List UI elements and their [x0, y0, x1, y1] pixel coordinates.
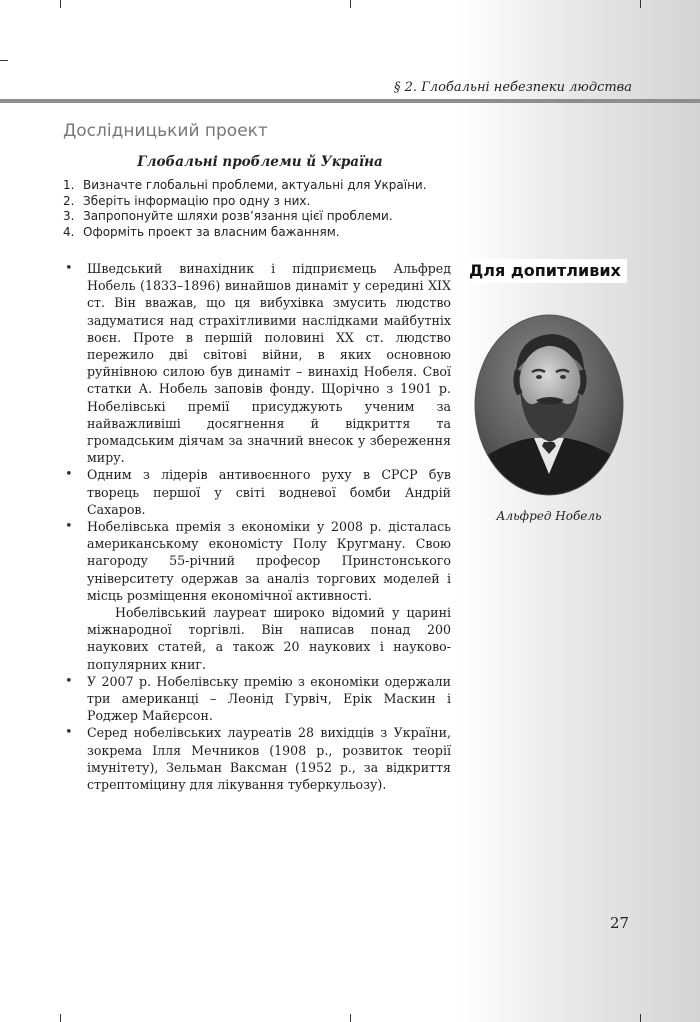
task-item: 3. Запропонуйте шляхи розв’язання цієї проблеми. — [63, 209, 393, 223]
portrait-photo — [474, 314, 624, 496]
crop-mark — [350, 1014, 351, 1022]
fact-item: • Нобелівська премія з економіки у 2008 р. дісталась американському економісту Полу Кругману. Свою нагороду 55-річний професор Принстонського університету одержав за аналіз торгових моделей і місць розміщення економічної активності. Нобелівський лауреат широко відомий у царині міжнародної торгівлі. Він написав понад 200 наукових статей, а також 20 наукових і науково-популярних книг. — [63, 518, 451, 673]
fact-item: • У 2007 р. Нобелівську премію з економіки одержали три американці – Леонід Гурвіч, Ерік Маскин і Роджер Майєрсон. — [63, 673, 451, 725]
facts-list — [63, 260, 451, 793]
section-title: Дослідницький проект — [63, 121, 268, 141]
crop-mark — [60, 0, 61, 8]
crop-mark — [640, 0, 641, 8]
krugman-paragraph: Нобелівський лауреат широко відомий у царині міжнародної торгівлі. Він написав понад 200 наукових статей, а також 20 наукових і науково-популярних книг. — [87, 605, 451, 672]
crop-mark — [640, 1014, 641, 1022]
crop-mark — [0, 60, 8, 61]
task-item: 4. Оформіть проект за власним бажанням. — [63, 224, 340, 239]
crop-mark — [60, 1014, 61, 1022]
crop-mark — [350, 0, 351, 8]
header-rule — [0, 99, 700, 103]
aside-title: Для допитливих — [464, 259, 627, 283]
portrait-caption: Альфред Нобель — [496, 509, 602, 523]
project-title: Глобальні проблеми й Україна — [137, 154, 383, 170]
fact-item: • Шведський винахідник і підприємець Альфред Нобель (1833–1896) винайшов динаміт у середині XIX ст. Він вважав, що ця вибухівка змусить людство задуматися над страхітливими наслідками майбутніх воєн. Проте в першій половині XX ст. людство пережило дві світові війни, в яких основною руйнівною силою був динаміт – винахід Нобеля. Свої статки А. Нобель заповів фонду. Щорічно з 1901 р. Нобелівські премії присуджують ученим за найважливіші досягнення й відкриття та громадським діячам за значний внесок у збереження миру. — [63, 260, 451, 466]
task-list — [63, 178, 427, 240]
page-number: 27 — [610, 914, 630, 932]
fact-item: • Одним з лідерів антивоєнного руху в СРСР був творець першої у світі водневої бомби Андрій Сахаров. — [63, 466, 451, 518]
task-item: 1. Визначте глобальні проблеми, актуальні для України. — [63, 178, 427, 192]
running-head: § 2. Глобальні небезпеки людства — [394, 80, 632, 95]
task-item: 2. Зберіть інформацію про одну з них. — [63, 193, 311, 208]
fact-item: • Серед нобелівських лауреатів 28 вихідців з України, зокрема Ілля Мечников (1908 р., розвиток теорії імунітету), Зельман Ваксман (1952 р., за відкриття стрептоміцину для лікування туберкульозу). — [63, 724, 451, 793]
